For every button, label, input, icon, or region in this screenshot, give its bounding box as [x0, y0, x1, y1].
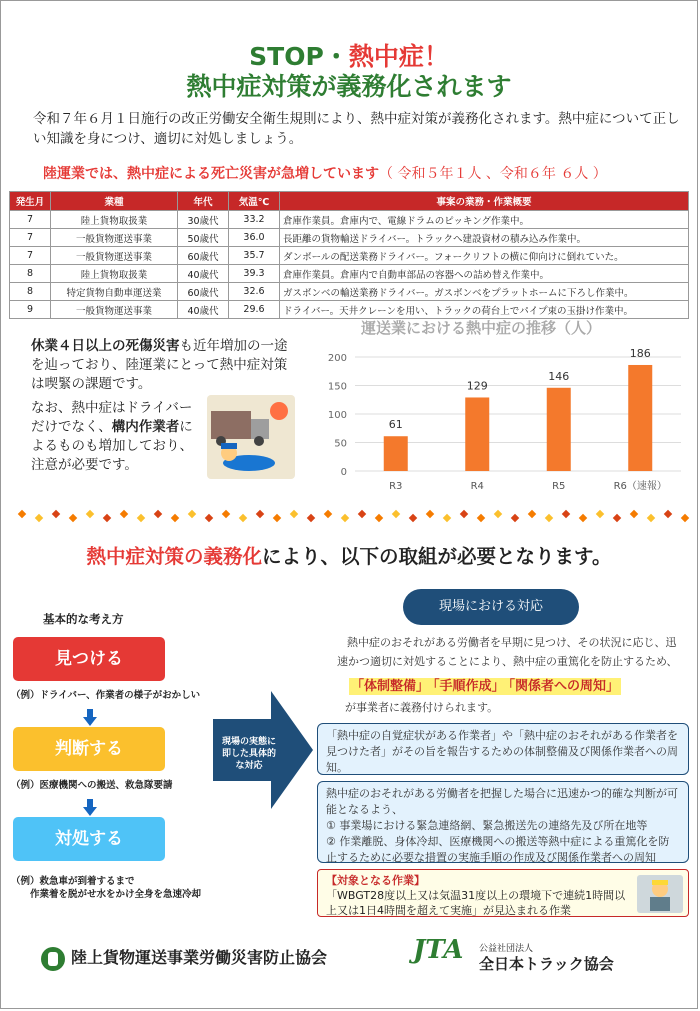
- cell-industry: 一般貨物運送事業: [51, 301, 178, 319]
- leaf-icon: [256, 510, 264, 518]
- bar: [628, 365, 652, 471]
- th-summary: 事案の業務・作業概要: [280, 192, 689, 211]
- step-judge: 判断する: [13, 727, 165, 771]
- bar: [547, 388, 571, 471]
- jta-sub: 公益社団法人: [479, 944, 534, 954]
- leaf-icon: [290, 510, 298, 518]
- th-industry: 業種: [51, 192, 178, 211]
- obligation-rest: により、以下の取組が必要となります。: [262, 545, 612, 568]
- heatstroke-bar-chart: [307, 315, 691, 499]
- info-box-procedure: [317, 781, 689, 863]
- x-tick-label: R4: [470, 481, 484, 492]
- leaf-icon: [426, 510, 434, 518]
- footer-left-name: 陸上貨物運送事業労働災害防止協会: [71, 948, 328, 967]
- cell-industry: 陸上貨物取扱業: [51, 265, 178, 283]
- chart-title: 運送業における熱中症の推移（人）: [361, 319, 602, 337]
- procedure-intro: 熱中症のおそれがある労働者を把握した場合に迅速かつ的確な判断が可能となるよう、: [326, 787, 678, 816]
- leaf-icon: [358, 510, 366, 518]
- jta-logo: JTA: [413, 935, 464, 965]
- site-response-pill: 現場における対応: [403, 589, 579, 625]
- left-text-2b: によるものも増加しており、注意が必要です。: [31, 419, 193, 473]
- leaf-icon: [579, 514, 587, 522]
- leaf-icon: [460, 510, 468, 518]
- th-month: 発生月: [10, 192, 51, 211]
- leaf-icon: [35, 514, 43, 522]
- leaf-icon: [494, 510, 502, 518]
- leaf-icon: [69, 514, 77, 522]
- bar: [384, 436, 408, 471]
- leaf-icon: [630, 510, 638, 518]
- table-row: [10, 211, 689, 229]
- keyword-procedure: 「手順作成」: [433, 679, 505, 694]
- leaf-icon: [596, 510, 604, 518]
- headline-heat-text: 熱中症！: [348, 42, 449, 71]
- leaf-icon: [137, 514, 145, 522]
- leaf-icon: [86, 510, 94, 518]
- cases-table: [9, 191, 689, 319]
- leaf-icon: [511, 514, 519, 522]
- procedure-item-2: ② 作業離脱、身体冷却、医療機関への搬送等熱中症による重篤化を防止するために必要な措置の実施手順の作成及び関係作業者への周知: [326, 835, 670, 864]
- y-tick-label: 150: [327, 381, 347, 393]
- left-paragraph-2: [31, 399, 199, 475]
- cell-temp: 36.0: [229, 229, 280, 247]
- keyword-row: [349, 675, 621, 694]
- procedure-item-1: ① 事業場における緊急連絡網、緊急搬送先の連絡先及び所在地等: [326, 819, 648, 832]
- data-label: 146: [548, 369, 570, 383]
- alert-sub: （ 令和５年１人 、令和６年 ６人 ）: [379, 166, 607, 182]
- footer-org-left: [41, 945, 327, 971]
- leaf-icon: [664, 510, 672, 518]
- cell-industry: 一般貨物運送事業: [51, 247, 178, 265]
- cell-age: 40歳代: [178, 301, 229, 319]
- leaf-icon: [171, 514, 179, 522]
- leaf-icon: [613, 514, 621, 522]
- cell-temp: 33.2: [229, 211, 280, 229]
- table-row: [10, 229, 689, 247]
- cell-age: 50歳代: [178, 229, 229, 247]
- cell-age: 60歳代: [178, 283, 229, 301]
- cell-industry: 陸上貨物取扱業: [51, 211, 178, 229]
- left-text-2a: なお、熱中症はドライバーだけでなく、: [31, 400, 193, 435]
- leaf-icon: [324, 510, 332, 518]
- sun-icon: [270, 402, 288, 420]
- x-tick-label: R5: [552, 481, 566, 492]
- keyword-system: 「体制整備」: [351, 679, 430, 694]
- leaf-icon: [18, 510, 26, 518]
- cell-temp: 35.7: [229, 247, 280, 265]
- data-label: 186: [629, 346, 651, 360]
- headline-stop-text: STOP・: [249, 42, 349, 71]
- leaf-icon: [205, 514, 213, 522]
- jta-name: 全日本トラック協会: [479, 955, 614, 973]
- leaf-icon: [239, 514, 247, 522]
- leaf-icon: [562, 510, 570, 518]
- down-arrow-icon: [83, 807, 97, 816]
- table-row: [10, 247, 689, 265]
- target-work-box: [317, 869, 689, 917]
- left-bold-2: 構内作業者: [111, 419, 180, 435]
- cell-age: 60歳代: [178, 247, 229, 265]
- leaf-icon: [681, 514, 689, 522]
- y-tick-label: 0: [340, 467, 347, 478]
- leaf-icon: [477, 514, 485, 522]
- th-age: 年代: [178, 192, 229, 211]
- cell-month: 8: [10, 283, 51, 301]
- cell-summary: ドライバー。天井クレーンを用い、トラックの荷台上でパイプ束の玉掛け作業中。: [280, 301, 689, 319]
- table-row: [10, 283, 689, 301]
- cell-age: 40歳代: [178, 265, 229, 283]
- target-body: 「WBGT28度以上又は気温31度以上の環境下で連続1時間以上又は1日4時間を超えて実施」が見込まれる作業: [326, 889, 626, 917]
- cell-month: 8: [10, 265, 51, 283]
- cell-summary: 倉庫作業員。倉庫内で、電線ドラムのピッキング作業中。: [280, 211, 689, 229]
- down-arrow-icon: [83, 717, 97, 726]
- autumn-leaves-divider: [1, 511, 697, 527]
- leaf-icon: [307, 514, 315, 522]
- leaf-icon: [528, 510, 536, 518]
- leaf-icon: [103, 514, 111, 522]
- rikusai-logo-icon: [41, 947, 65, 971]
- worker-thumbnail-illustration: [637, 875, 683, 913]
- leaf-icon: [341, 514, 349, 522]
- table-header-row: [10, 192, 689, 211]
- leaf-icon: [443, 514, 451, 522]
- cell-month: 7: [10, 211, 51, 229]
- cell-temp: 39.3: [229, 265, 280, 283]
- basic-title: 基本的な考え方: [43, 612, 124, 626]
- th-temp: 気温℃: [229, 192, 280, 211]
- intro-text: 令和７年６月１日施行の改正労働安全衛生規則により、熱中症対策が義務化されます。熱中症について正しい知識を身につけ、適切に対処しましょう。: [33, 111, 680, 147]
- y-tick-label: 50: [334, 438, 347, 450]
- cell-summary: 長距離の貨物輸送ドライバー。トラックへ建設資材の積み込み作業中。: [280, 229, 689, 247]
- left-text-1: も近年増加の一途を辿っており、陸運業にとって熱中症対策は喫緊の課題です。: [31, 338, 288, 392]
- y-tick-label: 200: [327, 353, 347, 364]
- leaf-icon: [52, 510, 60, 518]
- cell-month: 9: [10, 301, 51, 319]
- x-tick-label: R6（速報）: [613, 481, 667, 492]
- cell-industry: 特定貨物自動車運送業: [51, 283, 178, 301]
- alert-heading: [43, 163, 607, 183]
- x-tick-label: R3: [389, 481, 403, 492]
- cell-industry: 一般貨物運送事業: [51, 229, 178, 247]
- cell-month: 7: [10, 247, 51, 265]
- step-respond: 対処する: [13, 817, 165, 861]
- target-heading: 【対象となる作業】: [326, 874, 425, 887]
- leaf-icon: [409, 514, 417, 522]
- site-description: 熱中症のおそれがある労働者を早期に見つけ、その状況に応じ、迅速かつ適切に対処することにより、熱中症の重篤化を防止するため、: [337, 636, 678, 668]
- leaf-icon: [375, 514, 383, 522]
- arrow-text: 現場の実態に即した具体的な対応: [221, 737, 276, 771]
- cell-temp: 32.6: [229, 283, 280, 301]
- leaf-icon: [188, 510, 196, 518]
- headline-title: 熱中症対策が義務化されます: [186, 72, 512, 101]
- bar: [465, 397, 489, 471]
- cell-month: 7: [10, 229, 51, 247]
- cell-summary: ダンボールの配送業務ドライバー。フォークリフトの横に仰向けに倒れていた。: [280, 247, 689, 265]
- keyword-notify: 「関係者への周知」: [508, 679, 620, 694]
- leaf-icon: [273, 514, 281, 522]
- data-label: 129: [466, 379, 488, 393]
- cell-summary: ガスボンベの輸送業務ドライバー。ガスボンベをプラットホームに下ろし作業中。: [280, 283, 689, 301]
- obligation-heading: [1, 541, 697, 569]
- leaf-icon: [545, 514, 553, 522]
- leaf-icon: [647, 514, 655, 522]
- leaf-icon: [120, 510, 128, 518]
- truck-icon: [211, 411, 251, 439]
- leaf-icon: [392, 510, 400, 518]
- left-bold-1: 休業４日以上の死傷災害: [31, 338, 180, 354]
- y-tick-label: 100: [327, 410, 347, 421]
- keyword-after: が事業者に義務付けられます。: [345, 701, 499, 714]
- cell-summary: 倉庫作業員。倉庫内で自動車部品の容器への詰め替え作業中。: [280, 265, 689, 283]
- leaf-icon: [222, 510, 230, 518]
- collapsed-worker-illustration: [207, 395, 295, 479]
- left-paragraph-1: [31, 337, 289, 394]
- cell-temp: 29.6: [229, 301, 280, 319]
- table-row: [10, 265, 689, 283]
- step-find-note: （例）ドライバー、作業者の様子がおかしい: [11, 690, 201, 701]
- step-respond-note: （例）救急車が到着するまで 作業着を脱がせ水をかけ全身を急速冷却: [11, 876, 202, 900]
- cell-age: 30歳代: [178, 211, 229, 229]
- info-box-reporting: 「熱中症の自覚症状がある作業者」や「熱中症のおそれがある作業者を見つけた者」がその旨を報告するための体制整備及び関係作業者への周知。: [317, 723, 689, 775]
- alert-main: 陸運業では、熱中症による死亡災害が急増しています: [43, 166, 379, 182]
- data-label: 61: [388, 418, 403, 432]
- leaf-icon: [154, 510, 162, 518]
- step-judge-note: （例）医療機関への搬送、救急隊要請: [11, 780, 173, 791]
- step-find: 見つける: [13, 637, 165, 681]
- obligation-red: 熱中症対策の義務化: [86, 545, 263, 568]
